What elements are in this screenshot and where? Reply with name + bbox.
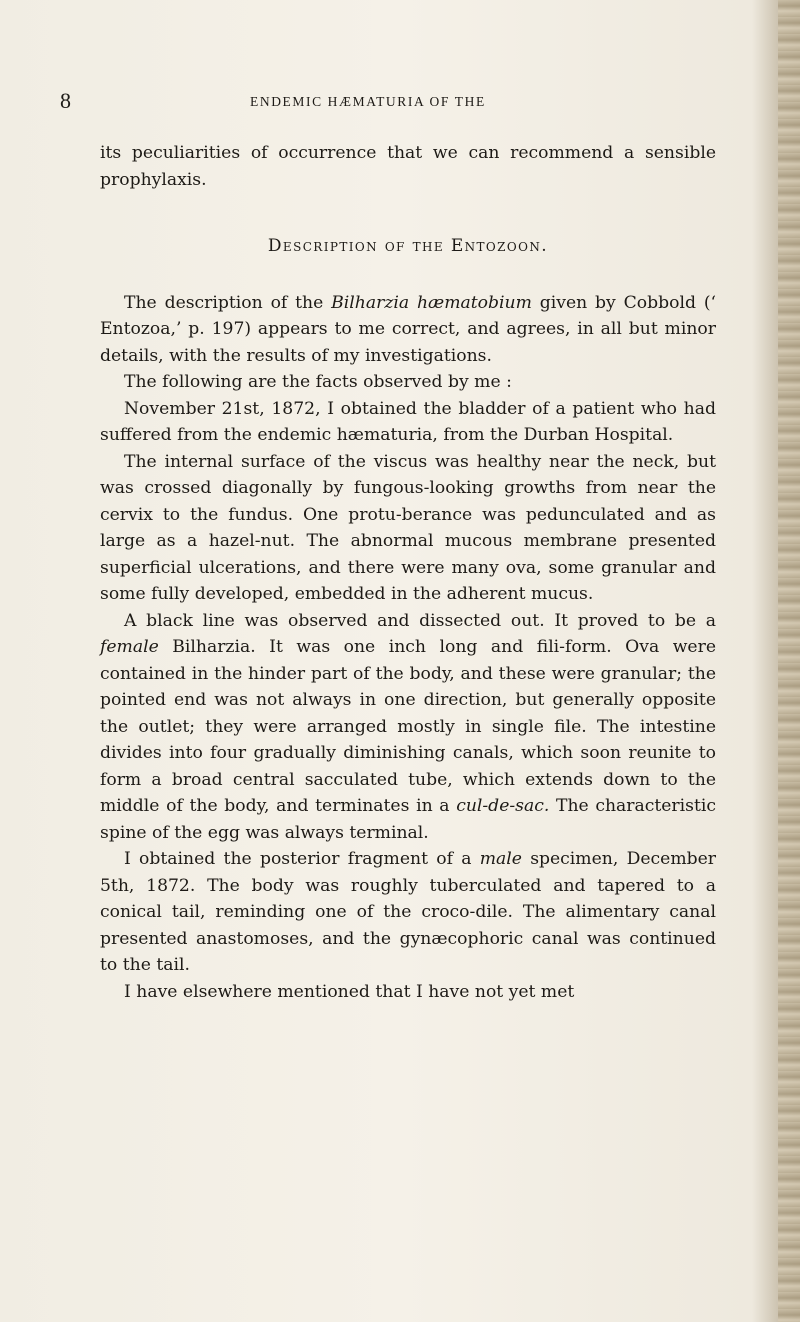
paragraph-continuation: its peculiarities of occurrence that we can recommend a sensible prophylaxis. bbox=[100, 143, 716, 190]
section-heading bbox=[100, 233, 716, 260]
text-run: given by Cobbold (‘ Entozoa,’ p. 197) appears to me correct, and agrees, in all but minor details, with the results of my investigations. bbox=[100, 292, 716, 366]
section-heading-text: Description of the Entozoon. bbox=[267, 236, 549, 256]
italic-cul-de-sac: cul-de-sac. bbox=[456, 796, 550, 816]
page-number: 8 bbox=[60, 88, 71, 113]
text-run: The description of the bbox=[124, 292, 332, 313]
page-edge bbox=[778, 0, 800, 1322]
paragraph-final: I have elsewhere mentioned that I have not yet met bbox=[124, 981, 575, 1002]
paragraph-male-specimen bbox=[100, 846, 716, 979]
page-body bbox=[100, 140, 716, 1005]
paragraph-november: November 21st, 1872, I obtained the bladder of a patient who had suffered from the endemic hæmaturia, from the Durban Hospital. bbox=[100, 398, 716, 445]
text-run: A black line was observed and dissected out. It proved to be a bbox=[124, 610, 716, 631]
page-header bbox=[0, 88, 800, 118]
italic-male: male bbox=[479, 849, 522, 869]
running-head: ENDEMIC HÆMATURIA OF THE bbox=[250, 94, 486, 109]
text-run: I obtained the posterior fragment of a bbox=[124, 849, 480, 869]
paragraph-female-specimen bbox=[100, 608, 716, 847]
text-run: specimen, December 5th, 1872. The body was roughly tuberculated and tapered to a conical tail, reminding one of the croco-dile. The alimentary canal presented anastomoses, and the gynæcophoric canal was continued to the tail. bbox=[100, 849, 717, 975]
paragraph-facts-intro: The following are the facts observed by me : bbox=[124, 372, 512, 392]
paragraph-description bbox=[100, 290, 716, 370]
text-run: The characteristic spine of the egg was always terminal. bbox=[100, 796, 716, 843]
species-name: Bilharzia hæmatobium bbox=[331, 292, 532, 313]
italic-female: female bbox=[100, 637, 159, 657]
paragraph-internal-surface: The internal surface of the viscus was healthy near the neck, but was crossed diagonally by fungous-looking growths from near the cervix to the fundus. One protu-berance was pedunculated and as large as a hazel-nut. The abnormal mucous membrane presented superficial ulcerations, and there were many ova, some granular and some fully developed, embedded in the adherent mucus. bbox=[100, 451, 716, 604]
text-run: Bilharzia. It was one inch long and fili-form. Ova were contained in the hinder part of the body, and these were granular; the pointed end was not always in one direction, but generally opposite the outlet; they were arranged mostly in single file. The intestine divides into four gradually diminishing canals, which soon reunite to form a broad central sacculated tube, which extends down to the middle of the body, and terminates in a bbox=[100, 637, 716, 816]
